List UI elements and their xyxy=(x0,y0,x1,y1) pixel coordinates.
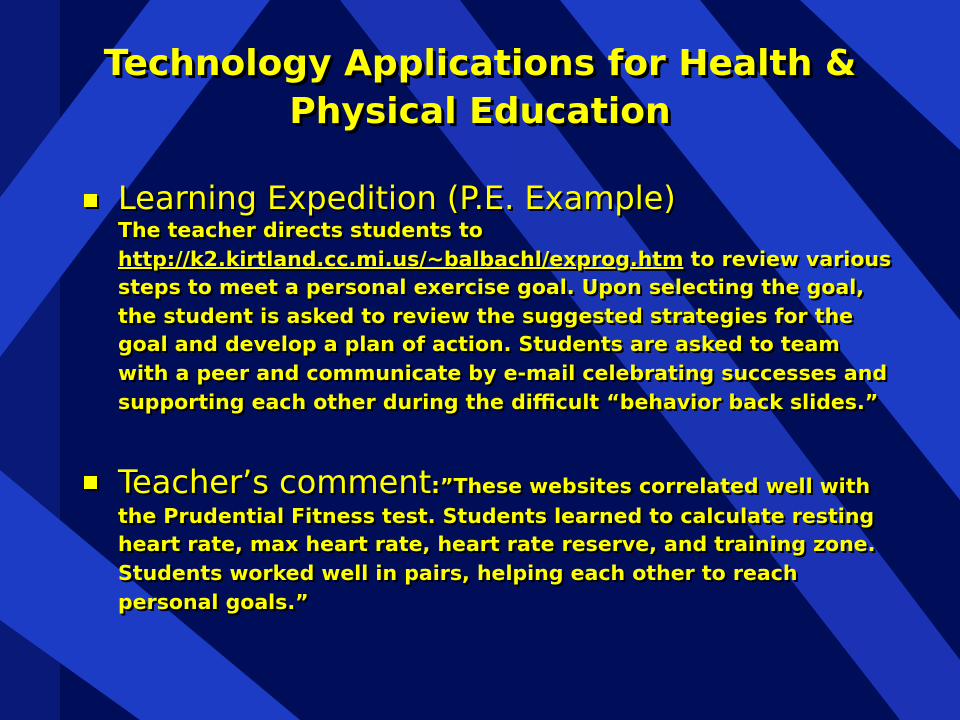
bullet-heading: Teacher’s comment xyxy=(118,463,432,502)
square-bullet-icon xyxy=(84,476,97,489)
bullet-heading: Learning Expedition (P.E. Example) xyxy=(118,179,676,217)
slide-title: Technology Applications for Health & Physical Education xyxy=(103,43,857,132)
heading-colon: : xyxy=(431,474,440,500)
bullet-list xyxy=(84,180,894,616)
body-text-before-link: The teacher directs students to xyxy=(118,218,483,242)
square-bullet-icon xyxy=(84,194,97,207)
bullet-teacher-comment xyxy=(84,464,894,616)
bullet-learning-expedition xyxy=(84,180,894,416)
exercise-program-link[interactable]: http://k2.kirtland.cc.mi.us/~balbachl/exprog.htm xyxy=(118,246,684,271)
bullet-body xyxy=(118,463,876,614)
bullet-body xyxy=(118,218,891,414)
body-text-after-link: to review various steps to meet a personal exercise goal. Upon selecting the goal, the student is asked to review the suggested strategies for the goal and develop a plan of action. Students are asked to team with a peer and communicate by e-mail celebrating successes and supporting each other during the difficult “behavior back slides.” xyxy=(118,246,892,414)
comment-text: ”These websites correlated well with the Prudential Fitness test. Students learned to calculate resting heart rate, max heart rate, heart rate reserve, and training zone. Students worked well in pairs, helping each other to reach personal goals.” xyxy=(118,474,876,614)
